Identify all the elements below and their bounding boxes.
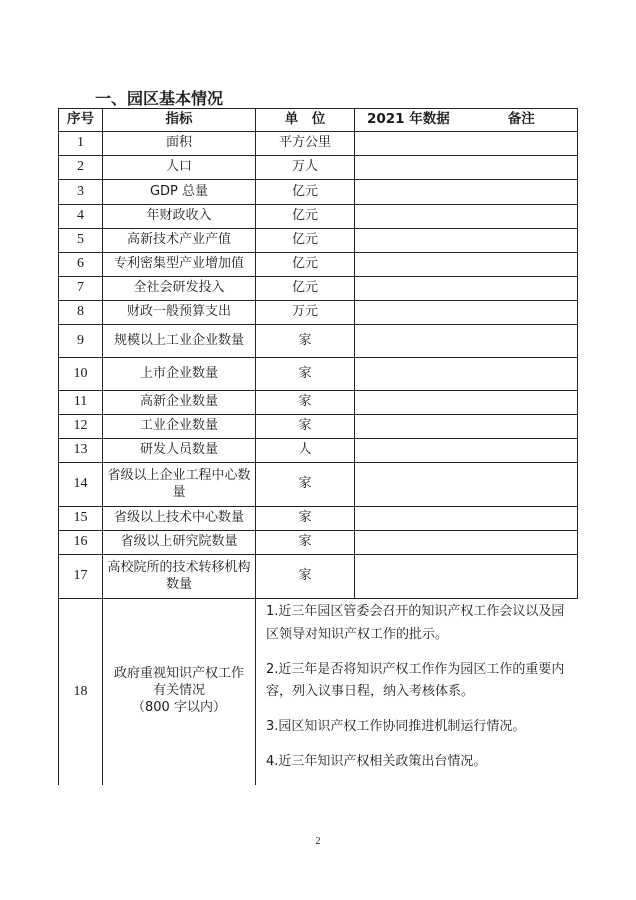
row-unit: 家	[256, 415, 355, 439]
row-seq: 3	[59, 180, 103, 205]
row-indicator: 专利密集型产业增加值	[103, 253, 256, 277]
table-row	[59, 253, 578, 277]
header-2021-data: 2021 年数据	[367, 111, 450, 128]
header-unit: 单 位	[256, 109, 355, 132]
row-indicator: 工业企业数量	[103, 415, 256, 439]
header-note: 备注	[507, 111, 535, 128]
row-unit: 家	[256, 463, 355, 507]
table-row	[59, 205, 578, 229]
row-data-cell[interactable]	[355, 325, 578, 358]
row-unit: 家	[256, 391, 355, 415]
row-seq: 4	[59, 205, 103, 229]
table-row	[59, 391, 578, 415]
narrative-item: 1.近三年园区管委会召开的知识产权工作会议以及园区领导对知识产权工作的批示。	[266, 604, 565, 642]
table-row	[59, 180, 578, 205]
row-unit: 亿元	[256, 205, 355, 229]
row-seq: 12	[59, 415, 103, 439]
row-seq: 15	[59, 507, 103, 531]
table-row	[59, 358, 578, 391]
row-unit: 亿元	[256, 253, 355, 277]
row-data-cell[interactable]	[355, 180, 578, 205]
row-data-cell[interactable]	[355, 301, 578, 325]
table-row	[59, 229, 578, 253]
row-indicator: 研发人员数量	[103, 439, 256, 463]
row-indicator: 面积	[103, 132, 256, 156]
row-seq: 1	[59, 132, 103, 156]
page-number: 2	[315, 836, 321, 847]
row-indicator: 省级以上技术中心数量	[103, 507, 256, 531]
row-data-cell[interactable]	[355, 229, 578, 253]
row-seq: 14	[59, 463, 103, 507]
narrative-item: 2.近三年是否将知识产权工作作为园区工作的重要内容，列入议事日程，纳入考核体系。	[266, 661, 565, 700]
row-unit: 亿元	[256, 277, 355, 301]
table-row	[59, 531, 578, 555]
row-data-cell[interactable]	[355, 463, 578, 507]
row-unit: 平方公里	[256, 132, 355, 156]
narrative-label-line: 政府重视知识产权工作	[113, 666, 244, 682]
row-indicator: 规模以上工业企业数量	[103, 325, 256, 358]
narrative-item: 3.园区知识产权工作协同推进机制运行情况。	[266, 719, 526, 734]
row-indicator: 上市企业数量	[103, 358, 256, 391]
row-data-cell[interactable]	[355, 132, 578, 156]
row-data-cell[interactable]	[355, 156, 578, 180]
row-unit: 人	[256, 439, 355, 463]
row-data-cell[interactable]	[355, 555, 578, 599]
row-data-cell[interactable]	[355, 358, 578, 391]
row-unit: 家	[256, 555, 355, 599]
row-indicator: 全社会研发投入	[103, 277, 256, 301]
narrative-label	[103, 599, 256, 785]
table-row	[59, 301, 578, 325]
row-seq: 8	[59, 301, 103, 325]
row-unit: 家	[256, 531, 355, 555]
row-unit: 万人	[256, 156, 355, 180]
row-indicator: 高新企业数量	[103, 391, 256, 415]
row-seq: 13	[59, 439, 103, 463]
row-indicator: 财政一般预算支出	[103, 301, 256, 325]
row-data-cell[interactable]	[355, 507, 578, 531]
row-data-cell[interactable]	[355, 439, 578, 463]
narrative-label-line: 有关情况	[152, 683, 205, 699]
row-indicator: 人口	[103, 156, 256, 180]
row-indicator: 省级以上研究院数量	[103, 531, 256, 555]
narrative-label-line: （800 字以内）	[132, 700, 226, 716]
row-data-cell[interactable]	[355, 253, 578, 277]
narrative-content[interactable]	[256, 599, 578, 785]
header-indicator: 指标	[103, 109, 256, 132]
row-unit: 家	[256, 358, 355, 391]
table-row	[59, 555, 578, 599]
row-data-cell[interactable]	[355, 391, 578, 415]
row-unit: 亿元	[256, 229, 355, 253]
header-seq: 序号	[59, 109, 103, 132]
table-row	[59, 415, 578, 439]
row-unit: 家	[256, 507, 355, 531]
row-seq: 17	[59, 555, 103, 599]
row-seq: 11	[59, 391, 103, 415]
row-indicator: 省级以上企业工程中心数量	[103, 463, 256, 507]
row-indicator: 高新技术产业产值	[103, 229, 256, 253]
row-indicator: 高校院所的技术转移机构数量	[103, 555, 256, 599]
row-data-cell[interactable]	[355, 531, 578, 555]
header-row	[59, 109, 578, 132]
table-row	[59, 463, 578, 507]
row-unit: 亿元	[256, 180, 355, 205]
row-unit: 家	[256, 325, 355, 358]
table-row	[59, 439, 578, 463]
row-unit: 万元	[256, 301, 355, 325]
park-info-table	[58, 108, 578, 785]
table-row	[59, 156, 578, 180]
row-seq: 6	[59, 253, 103, 277]
row-indicator: GDP 总量	[103, 180, 256, 205]
narrative-item: 4.近三年知识产权相关政策出台情况。	[266, 753, 487, 769]
row-seq: 18	[59, 599, 103, 785]
table-row-narrative	[59, 599, 578, 785]
row-seq: 5	[59, 229, 103, 253]
section-title: 一、园区基本情况	[95, 89, 224, 108]
row-seq: 10	[59, 358, 103, 391]
row-data-cell[interactable]	[355, 205, 578, 229]
row-seq: 2	[59, 156, 103, 180]
row-seq: 7	[59, 277, 103, 301]
row-seq: 16	[59, 531, 103, 555]
header-data-note	[355, 109, 578, 132]
row-data-cell[interactable]	[355, 415, 578, 439]
row-indicator: 年财政收入	[103, 205, 256, 229]
row-seq: 9	[59, 325, 103, 358]
row-data-cell[interactable]	[355, 277, 578, 301]
table-row	[59, 132, 578, 156]
table-row	[59, 277, 578, 301]
table-row	[59, 325, 578, 358]
table-row	[59, 507, 578, 531]
